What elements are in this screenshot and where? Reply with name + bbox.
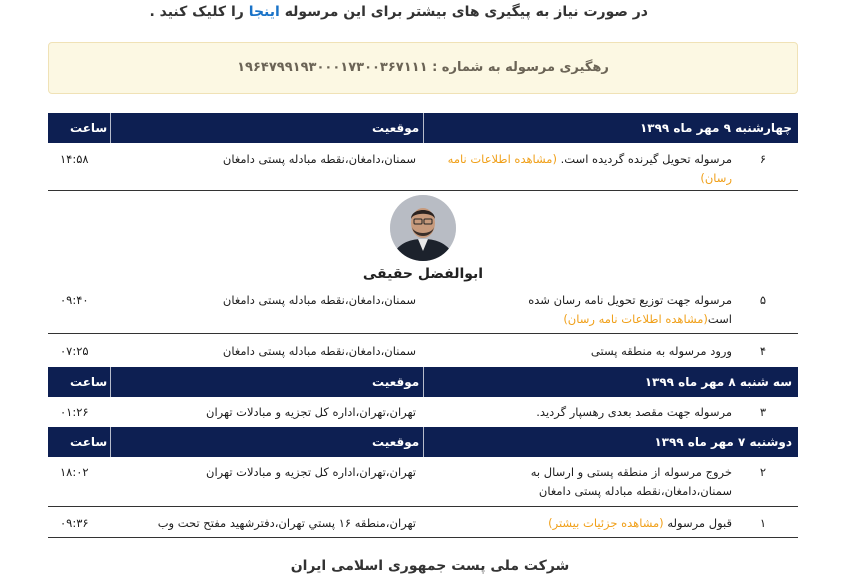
header-separator <box>423 113 424 143</box>
header-separator <box>110 113 111 143</box>
event-desc-text: مرسوله تحویل گیرنده گردیده است. <box>560 152 732 166</box>
day-date: چهارشنبه ۹ مهر ماه ۱۳۹۹ <box>639 121 792 135</box>
notice-text <box>48 4 648 20</box>
event-location: تهران،تهران،اداره کل تجزیه و مبادلات تهران <box>206 405 416 419</box>
col-time-header: ساعت <box>70 375 108 389</box>
event-time: ۰۷:۲۵ <box>60 344 89 358</box>
event-time: ۰۹:۳۶ <box>60 516 89 530</box>
event-time: ۱۸:۰۲ <box>60 465 89 479</box>
event-time: ۰۹:۴۰ <box>60 293 89 307</box>
postman-avatar <box>390 195 456 261</box>
notice-before: در صورت نیاز به پیگیری های بیشتر برای این مرسوله <box>284 4 648 20</box>
row-divider <box>48 333 798 334</box>
event-desc <box>492 291 732 329</box>
notice-link[interactable]: اینجا <box>248 4 280 20</box>
event-num: ۱ <box>759 516 767 530</box>
row-divider <box>48 190 798 191</box>
header-separator <box>110 367 111 397</box>
event-desc <box>432 514 732 533</box>
day-header-2 <box>48 367 798 397</box>
header-separator <box>423 427 424 457</box>
col-location-header: موقعیت <box>372 121 420 135</box>
event-num: ۲ <box>759 465 767 479</box>
postman-info-link[interactable]: (مشاهده اطلاعات نامه رسان) <box>447 152 732 185</box>
header-separator <box>110 427 111 457</box>
day-header-1 <box>48 113 798 143</box>
day-date: دوشنبه ۷ مهر ماه ۱۳۹۹ <box>654 435 792 449</box>
header-separator <box>423 367 424 397</box>
event-desc-text: قبول مرسوله <box>667 516 732 530</box>
day-header-3 <box>48 427 798 457</box>
event-location: تهران،تهران،اداره کل تجزیه و مبادلات تهران <box>206 465 416 479</box>
event-num: ۴ <box>759 344 767 358</box>
event-desc: خروج مرسوله از منطقه پستی و ارسال به سمنان،دامغان،نقطه مبادله پستی دامغان <box>530 465 732 498</box>
tracking-number: ۱۹۶۴۷۹۹۱۹۳۰۰۰۱۷۳۰۰۳۶۷۱۱۱ <box>237 60 428 75</box>
event-desc: مرسوله جهت مقصد بعدی رهسپار گردید. <box>536 405 732 419</box>
tracking-label: رهگیری مرسوله به شماره : <box>432 60 609 75</box>
postman-info-link[interactable]: (مشاهده اطلاعات نامه رسان) <box>563 312 708 326</box>
col-location-header: موقعیت <box>372 375 420 389</box>
event-desc: ورود مرسوله به منطقه پستی <box>590 344 732 358</box>
col-location-header: موقعیت <box>372 435 420 449</box>
event-time: ۰۱:۲۶ <box>60 405 89 419</box>
notice-after: را کلیک کنید . <box>149 4 244 20</box>
event-location: سمنان،دامغان،نقطه مبادله پستی دامغان <box>222 344 416 358</box>
event-location: سمنان،دامغان،نقطه مبادله پستی دامغان <box>222 293 416 307</box>
event-num: ۳ <box>759 405 767 419</box>
event-desc-text: مرسوله جهت توزیع تحویل نامه رسان شده است <box>528 293 732 326</box>
col-time-header: ساعت <box>70 435 108 449</box>
event-location: سمنان،دامغان،نقطه مبادله پستی دامغان <box>222 152 416 166</box>
tracking-box <box>48 42 798 94</box>
event-num: ۵ <box>759 293 767 307</box>
event-num: ۶ <box>759 152 767 166</box>
postman-photo-icon <box>390 195 456 261</box>
event-time: ۱۴:۵۸ <box>60 152 89 166</box>
more-details-link[interactable]: (مشاهده جزئیات بیشتر) <box>548 516 664 530</box>
event-location: تهران،منطقه ۱۶ پستي تهران،دفترشهید مفتح تحت وب <box>157 516 416 530</box>
event-desc <box>432 150 732 188</box>
footer-text: شرکت ملی پست جمهوری اسلامی ایران <box>290 558 570 574</box>
col-time-header: ساعت <box>70 121 108 135</box>
day-date: سه شنبه ۸ مهر ماه ۱۳۹۹ <box>644 375 792 389</box>
postman-name: ابوالفضل حقیقی <box>362 266 484 282</box>
row-divider <box>48 537 798 538</box>
row-divider <box>48 506 798 507</box>
